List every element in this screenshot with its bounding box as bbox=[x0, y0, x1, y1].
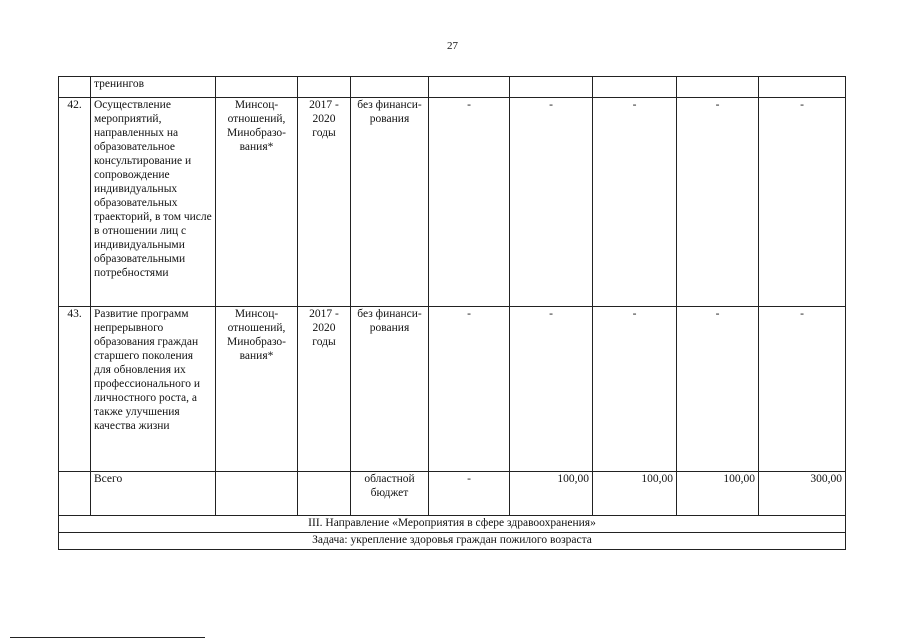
cell-empty bbox=[677, 77, 759, 98]
row-number: 42. bbox=[59, 98, 91, 307]
task-row bbox=[59, 533, 846, 550]
value-cell: - bbox=[429, 307, 510, 472]
value-cell: - bbox=[429, 98, 510, 307]
cell-empty bbox=[59, 77, 91, 98]
period: 2017 - 2020 годы bbox=[298, 98, 351, 307]
continued-row bbox=[59, 77, 846, 98]
executor: Минсоц-отношений, Минобразо-вания* bbox=[216, 98, 298, 307]
total-value: 100,00 bbox=[510, 472, 593, 516]
cell-empty bbox=[351, 77, 429, 98]
total-row bbox=[59, 472, 846, 516]
table-row-42 bbox=[59, 98, 846, 307]
continued-row-text: тренингов bbox=[91, 77, 216, 98]
value-cell: - bbox=[510, 307, 593, 472]
cell-empty bbox=[59, 472, 91, 516]
page-number: 27 bbox=[447, 40, 458, 52]
table-row-43 bbox=[59, 307, 846, 472]
value-cell: - bbox=[759, 307, 846, 472]
value-cell: - bbox=[677, 307, 759, 472]
section-heading-row bbox=[59, 516, 846, 533]
funding-source: без финанси-рования bbox=[351, 307, 429, 472]
period: 2017 - 2020 годы bbox=[298, 307, 351, 472]
task-heading: Задача: укрепление здоровья граждан пожилого возраста bbox=[59, 533, 846, 550]
footnote-divider bbox=[10, 637, 205, 638]
cell-empty bbox=[298, 77, 351, 98]
cell-empty bbox=[429, 77, 510, 98]
cell-empty bbox=[759, 77, 846, 98]
measure-name: Развитие программ непрерывного образования граждан старшего поколения для обновления их профессионального и личностного роста, а также улучшения качества жизни bbox=[91, 307, 216, 472]
funding-source: без финанси-рования bbox=[351, 98, 429, 307]
total-label: Всего bbox=[91, 472, 216, 516]
total-funding-source: областной бюджет bbox=[351, 472, 429, 516]
row-number: 43. bbox=[59, 307, 91, 472]
total-value: 100,00 bbox=[593, 472, 677, 516]
value-cell: - bbox=[759, 98, 846, 307]
measures-table bbox=[58, 76, 846, 550]
total-value: 300,00 bbox=[759, 472, 846, 516]
value-cell: - bbox=[510, 98, 593, 307]
cell-empty bbox=[216, 472, 298, 516]
value-cell: - bbox=[593, 98, 677, 307]
value-cell: - bbox=[677, 98, 759, 307]
executor: Минсоц-отношений, Минобразо-вания* bbox=[216, 307, 298, 472]
value-cell: - bbox=[593, 307, 677, 472]
cell-empty bbox=[298, 472, 351, 516]
measure-name: Осуществление мероприятий, направленных на образовательное консультирование и сопровождение индивидуальных образовательных траекторий, в том числе в отношении лиц с индивидуальными образовательными потребностями bbox=[91, 98, 216, 307]
cell-empty bbox=[216, 77, 298, 98]
total-value: - bbox=[429, 472, 510, 516]
total-value: 100,00 bbox=[677, 472, 759, 516]
cell-empty bbox=[593, 77, 677, 98]
section-heading: III. Направление «Мероприятия в сфере здравоохранения» bbox=[59, 516, 846, 533]
cell-empty bbox=[510, 77, 593, 98]
